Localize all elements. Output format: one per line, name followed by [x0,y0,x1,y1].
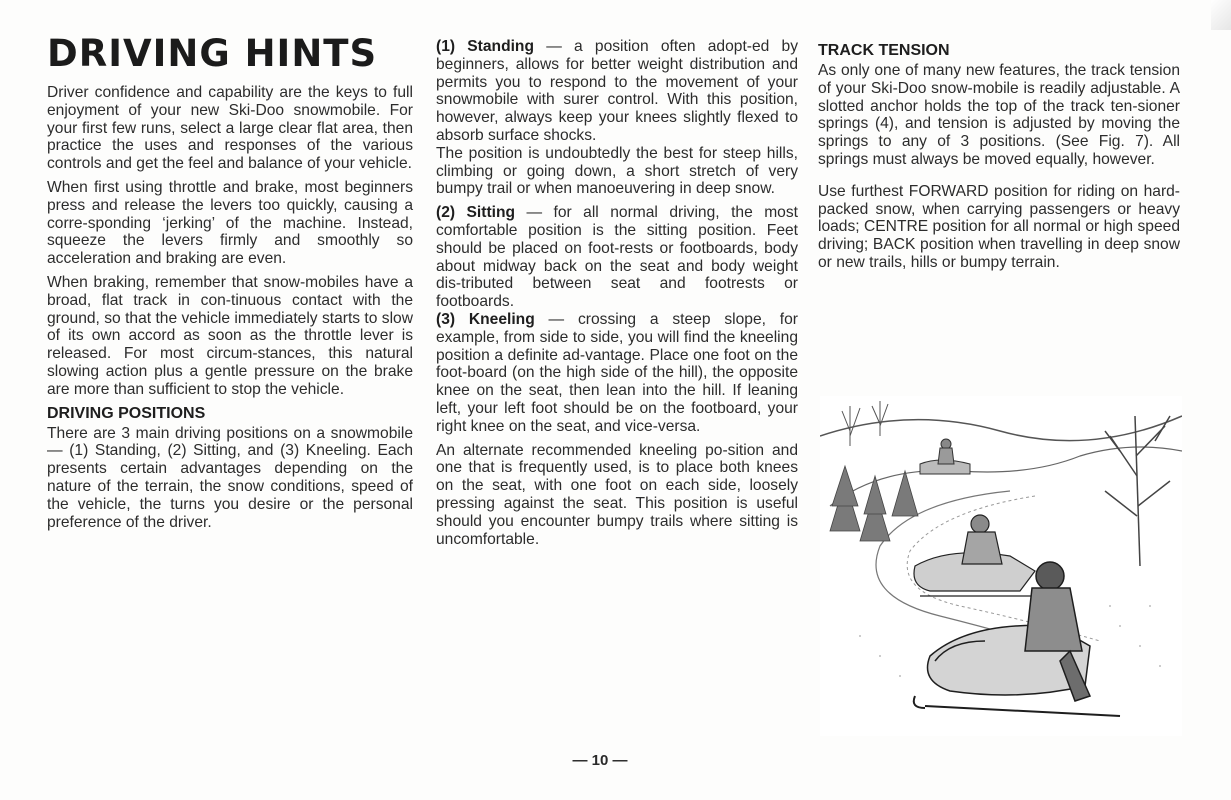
page-corner [1211,0,1231,30]
throttle-brake-paragraph: When first using throttle and brake, most beginners press and release the levers too quickly, causing a corre-sponding ‘jerking’ of the machine. Instead, squeeze the levers firmly and smoothly so acceleration and braking are even. [47,178,413,268]
kneeling-text: — crossing a steep slope, for example, from side to side, you will find the kneeling position a definite ad-vantage. Place one foot on the foot-board (on the high side of the hill), the opposite knee on the seat, then lean into the hill. If leaning left, your left foot should be on the footboard, your right knee on the seat, and vice-versa. [436,310,798,435]
driving-positions-heading: DRIVING POSITIONS [47,404,206,422]
column-right [818,38,1180,278]
intro-paragraph: Driver confidence and capability are the keys to full enjoyment of your new Ski-Doo snowmobile. For your first few runs, select a large clear flat area, then practice the uses and responses of the various controls and get the feel and balance of your vehicle. [47,84,413,173]
track-tension-paragraph: As only one of many new features, the track tension of your Ski-Doo snow-mobile is readily adjustable. A slotted anchor holds the top of the track ten-sioner springs (4), and tension is adjusted by moving the springs to any of 3 positions. (See Fig. 7). All springs must always be moved equally, however. [818,62,1180,168]
kneeling-paragraph [436,311,798,436]
driving-positions-paragraph: There are 3 main driving positions on a snowmobile — (1) Standing, (2) Sitting, and (3) Kneeling. Each presents certain advantages depending on the nature of the terrain, the snow conditions, speed of the vehicle, the turns you desire or the personal preference of the driver. [47,424,413,531]
track-positions-paragraph: Use furthest FORWARD position for riding on hard-packed snow, when carrying passengers or heavy loads; CENTRE position for all normal or high speed driving; BACK position when travelling in deep snow or new trails, hills or bumpy terrain. [818,182,1180,271]
snowmobile-riders-illustration [820,396,1182,736]
sitting-label: (2) Sitting [436,204,516,222]
page-number: — 10 — [572,752,628,769]
sitting-text: — for all normal driving, the most comfortable position is the sitting position. Feet should be placed on foot-rests or footboards, body about midway back on the seat and body weight dis-tributed between seat and footrests or footboards. [436,204,798,311]
column-middle [436,38,798,554]
sitting-paragraph [436,204,798,311]
kneeling-label: (3) Kneeling [436,310,535,328]
standing-paragraph [436,38,798,145]
standing-text: — a position often adopt-ed by beginners, allows for better weight distribution and permits you to respond to the movement of your snowmobile with surer control. With this position, however, always keep your knees slightly flexed to absorb surface shocks. [436,38,798,144]
column-left [47,34,413,537]
standing-paragraph-2: The position is undoubtedly the best for steep hills, climbing or going down, a short stretch of very bumpy trail or when manoeuvering in deep snow. [436,144,798,198]
alternate-kneeling-paragraph: An alternate recommended kneeling po-sition and one that is frequently used, is to place both knees on the seat, with one foot on each side, loosely pressing against the seat. This position is useful should you encounter bumpy trails where sitting is uncomfortable. [436,441,798,548]
page-title: DRIVING HINTS [47,32,378,75]
standing-label: (1) Standing [436,38,534,55]
track-tension-heading: TRACK TENSION [818,42,950,59]
braking-paragraph: When braking, remember that snow-mobiles have a broad, flat track in con-tinuous contact with the ground, so that the vehicle immediately starts to slow of its own accord as soon as the throttle lever is released. For most circum-stances, this natural slowing action plus a gentle pressure on the brake are more than sufficient to stop the vehicle. [47,273,413,398]
